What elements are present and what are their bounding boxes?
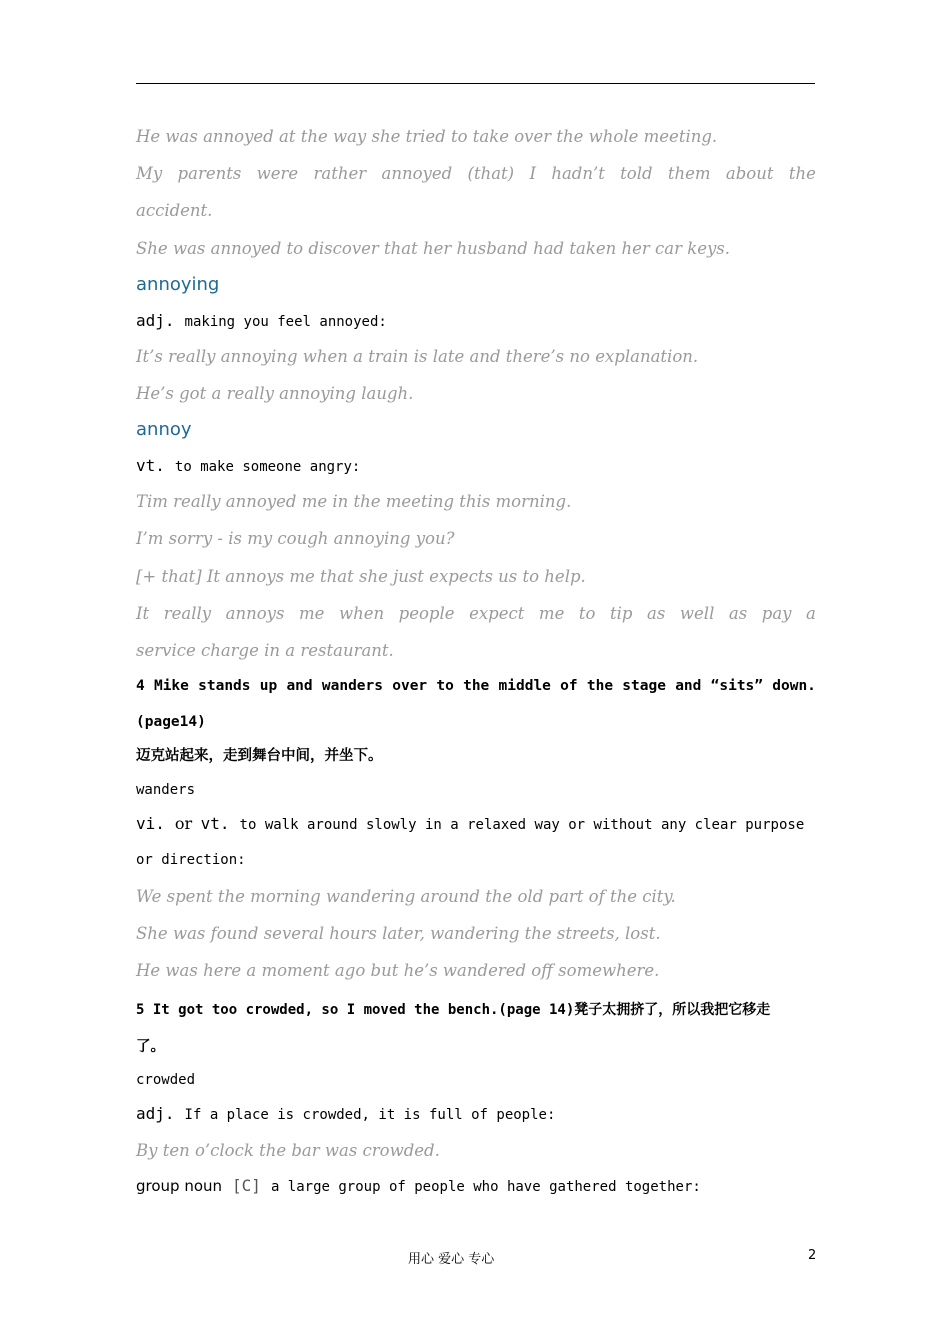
word: told bbox=[620, 164, 653, 183]
word: them bbox=[667, 164, 711, 183]
definition-continued: or direction: bbox=[136, 852, 246, 868]
word: well bbox=[679, 604, 715, 623]
or-connector: or bbox=[174, 814, 193, 833]
example-sentence: He was here a moment ago but he’s wandered off somewhere. bbox=[136, 961, 660, 980]
example-sentence: [+ that] It annoys me that she just expects us to help. bbox=[136, 567, 586, 586]
definition bbox=[136, 1104, 816, 1125]
word: the bbox=[463, 678, 490, 694]
example-sentence: He’s got a really annoying laugh. bbox=[136, 384, 414, 403]
word: stage bbox=[622, 678, 666, 694]
word: middle bbox=[498, 678, 551, 694]
header-rule bbox=[136, 83, 815, 84]
headword-wanders: wanders bbox=[136, 782, 196, 798]
example-sentence: It’s really annoying when a train is late and there’s no explanation. bbox=[136, 347, 699, 366]
word: over bbox=[392, 678, 428, 694]
word: I bbox=[529, 164, 536, 183]
definition-text: to make someone angry: bbox=[174, 459, 361, 475]
example-sentence: She was annoyed to discover that her husband had taken her car keys. bbox=[136, 239, 730, 258]
chinese-translation: 迈克站起来，走到舞台中间，并坐下。 bbox=[136, 748, 383, 764]
definition bbox=[136, 311, 816, 332]
word: to bbox=[436, 678, 454, 694]
definition bbox=[136, 1176, 816, 1197]
word: annoyed bbox=[381, 164, 453, 183]
word: wanders bbox=[321, 678, 383, 694]
numbered-sentence bbox=[136, 676, 816, 696]
word: expect bbox=[469, 604, 525, 623]
example-sentence bbox=[136, 604, 816, 624]
part-of-speech: vt. bbox=[136, 456, 165, 475]
word: (that) bbox=[467, 164, 515, 183]
word: It bbox=[136, 604, 150, 623]
word: and bbox=[286, 678, 313, 694]
part-of-speech: adj. bbox=[136, 1104, 175, 1123]
word: Mike bbox=[153, 678, 189, 694]
grammar-tag: [C] bbox=[232, 1176, 261, 1195]
word: annoys bbox=[225, 604, 285, 623]
word: tip bbox=[610, 604, 633, 623]
word: me bbox=[299, 604, 325, 623]
part-of-speech: vi. bbox=[136, 814, 165, 833]
example-sentence: accident. bbox=[136, 201, 213, 220]
headword-annoying: annoying bbox=[136, 274, 220, 295]
example-sentence: service charge in a restaurant. bbox=[136, 641, 394, 660]
definition-text: making you feel annoyed: bbox=[184, 314, 387, 330]
word: 4 bbox=[136, 678, 145, 694]
footer-motto: 用心 爱心 专心 bbox=[408, 1252, 495, 1267]
headword-annoy: annoy bbox=[136, 419, 192, 440]
numbered-sentence: 5 It got too crowded, so I moved the bench.(page 14)凳子太拥挤了，所以我把它移走 bbox=[136, 1002, 771, 1018]
word: as bbox=[728, 604, 748, 623]
example-sentence: I’m sorry - is my cough annoying you? bbox=[136, 529, 455, 548]
part-of-speech: vt. bbox=[200, 814, 230, 833]
word: parents bbox=[177, 164, 242, 183]
word: the bbox=[788, 164, 816, 183]
example-sentence: She was found several hours later, wandering the streets, lost. bbox=[136, 924, 661, 943]
word: when bbox=[338, 604, 385, 623]
part-of-speech: adj. bbox=[136, 311, 175, 330]
page-number: 2 bbox=[808, 1248, 817, 1263]
page-reference: (page14) bbox=[136, 714, 206, 730]
word: of bbox=[560, 678, 578, 694]
word: pay bbox=[761, 604, 792, 623]
example-sentence: We spent the morning wandering around the old part of the city. bbox=[136, 887, 676, 906]
word: people bbox=[398, 604, 455, 623]
definition bbox=[136, 456, 816, 477]
example-sentence bbox=[136, 164, 816, 184]
example-sentence: By ten o’clock the bar was crowded. bbox=[136, 1141, 440, 1160]
part-of-speech: group noun bbox=[136, 1177, 223, 1195]
word: rather bbox=[313, 164, 367, 183]
word: were bbox=[256, 164, 299, 183]
definition-text: a large group of people who have gathered together: bbox=[270, 1179, 701, 1195]
word: really bbox=[163, 604, 212, 623]
example-sentence: Tim really annoyed me in the meeting this morning. bbox=[136, 492, 572, 511]
word: “sits” bbox=[710, 678, 764, 694]
word: down. bbox=[772, 678, 816, 694]
example-sentence: He was annoyed at the way she tried to take over the whole meeting. bbox=[136, 127, 718, 146]
word: and bbox=[675, 678, 702, 694]
word: me bbox=[538, 604, 565, 623]
word: a bbox=[806, 604, 816, 623]
word: the bbox=[586, 678, 614, 694]
word: about bbox=[725, 164, 774, 183]
word: up bbox=[259, 678, 278, 694]
headword-crowded: crowded bbox=[136, 1072, 196, 1088]
word: as bbox=[647, 604, 666, 623]
word: to bbox=[578, 604, 596, 623]
chinese-translation-continued: 了。 bbox=[136, 1039, 165, 1055]
word: hadn’t bbox=[551, 164, 605, 183]
definition bbox=[136, 814, 816, 835]
definition-text: to walk around slowly in a relaxed way or without any clear purpose bbox=[239, 817, 805, 833]
definition-text: If a place is crowded, it is full of people: bbox=[184, 1107, 556, 1123]
word: My bbox=[136, 164, 163, 183]
word: stands bbox=[198, 678, 251, 694]
